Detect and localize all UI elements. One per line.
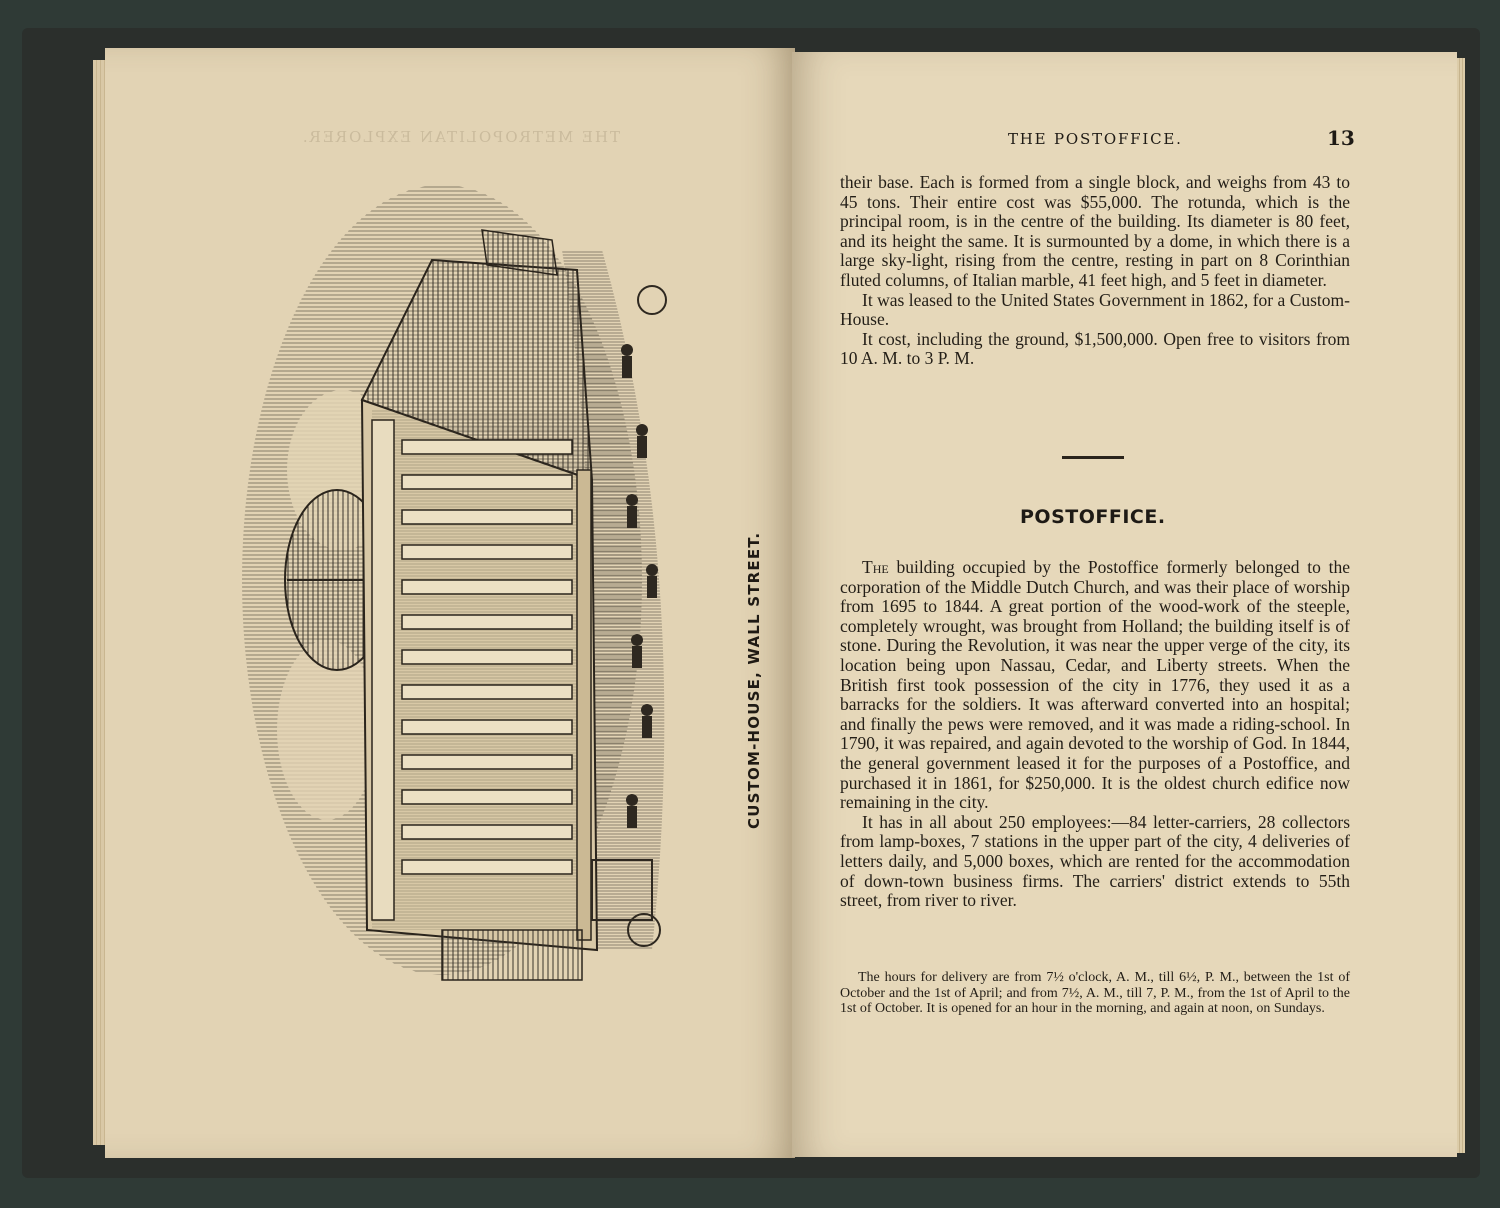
paragraph: It has in all about 250 employees:—84 letter-carriers, 28 collectors from lamp-boxes, 7 stations in the upper part of the city, 4 deliveries of letters daily, and 5,000 boxes, which are rented for the accommodation of down-town business firms. The carriers' district extends to 55th street, from river to river. xyxy=(840,811,1350,911)
ghost-header-bleedthrough: THE METROPOLITAN EXPLORER. xyxy=(300,128,620,146)
custom-house-text xyxy=(840,173,1350,369)
paragraph: It was leased to the United States Government in 1862, for a Custom-House. xyxy=(840,289,1350,330)
lead-word: The xyxy=(862,557,889,577)
footnote xyxy=(840,970,1350,1017)
section-divider xyxy=(1062,456,1124,459)
postoffice-text xyxy=(840,558,1350,911)
custom-house-engraving xyxy=(232,170,722,990)
paragraph: their base. Each is formed from a single block, and weighs from 43 to 45 tons. Their entire cost was $55,000. The rotunda, which is the principal room, is in the centre of the building. Its diameter is 80 feet, and its height the same. It is surmounted by a dome, in which there is a large sky-light, rising from the centre, resting in part on 8 Corinthian fluted columns, of Italian marble, 41 feet high, and 5 feet in diameter. xyxy=(840,172,1350,290)
engraving-caption: CUSTOM-HOUSE, WALL STREET. xyxy=(745,531,763,829)
paragraph xyxy=(840,558,1350,813)
section-title: POSTOFFICE. xyxy=(1020,506,1166,528)
paragraph-body: building occupied by the Postoffice formerly belonged to the corporation of the Middle Dutch Church, and was their place of worship from 1695 to 1844. A great portion of the wood-work of the steeple, completely wrought, was brought from Holland; the building itself is of stone. During the Revolution, it was near the upper verge of the city, its location being upon Nassau, Cedar, and Liberty streets. When the British first took possession of the city in 1776, they used it as a barracks for the soldiers. It was afterward converted into an hospital; and finally the pews were removed, and it was made a riding-school. In 1790, it was repaired, and again devoted to the worship of God. In 1844, the general government leased it for the purposes of a Postoffice, and purchased it in 1861, for $250,000. It is the oldest church edifice now remaining in the city. xyxy=(840,557,1350,813)
footnote-text: The hours for delivery are from 7½ o'clock, A. M., till 6½, P. M., between the 1st of October and the 1st of April; and from 7½, A. M., till 7, P. M., from the 1st of April to the 1st of October. It is opened for an hour in the morning, and again at noon, on Sundays. xyxy=(840,970,1350,1016)
running-head: THE POSTOFFICE. xyxy=(1008,130,1183,148)
page-number: 13 xyxy=(1327,126,1355,150)
paragraph: It cost, including the ground, $1,500,000. Open free to visitors from 10 A. M. to 3 P. M. xyxy=(840,328,1350,369)
